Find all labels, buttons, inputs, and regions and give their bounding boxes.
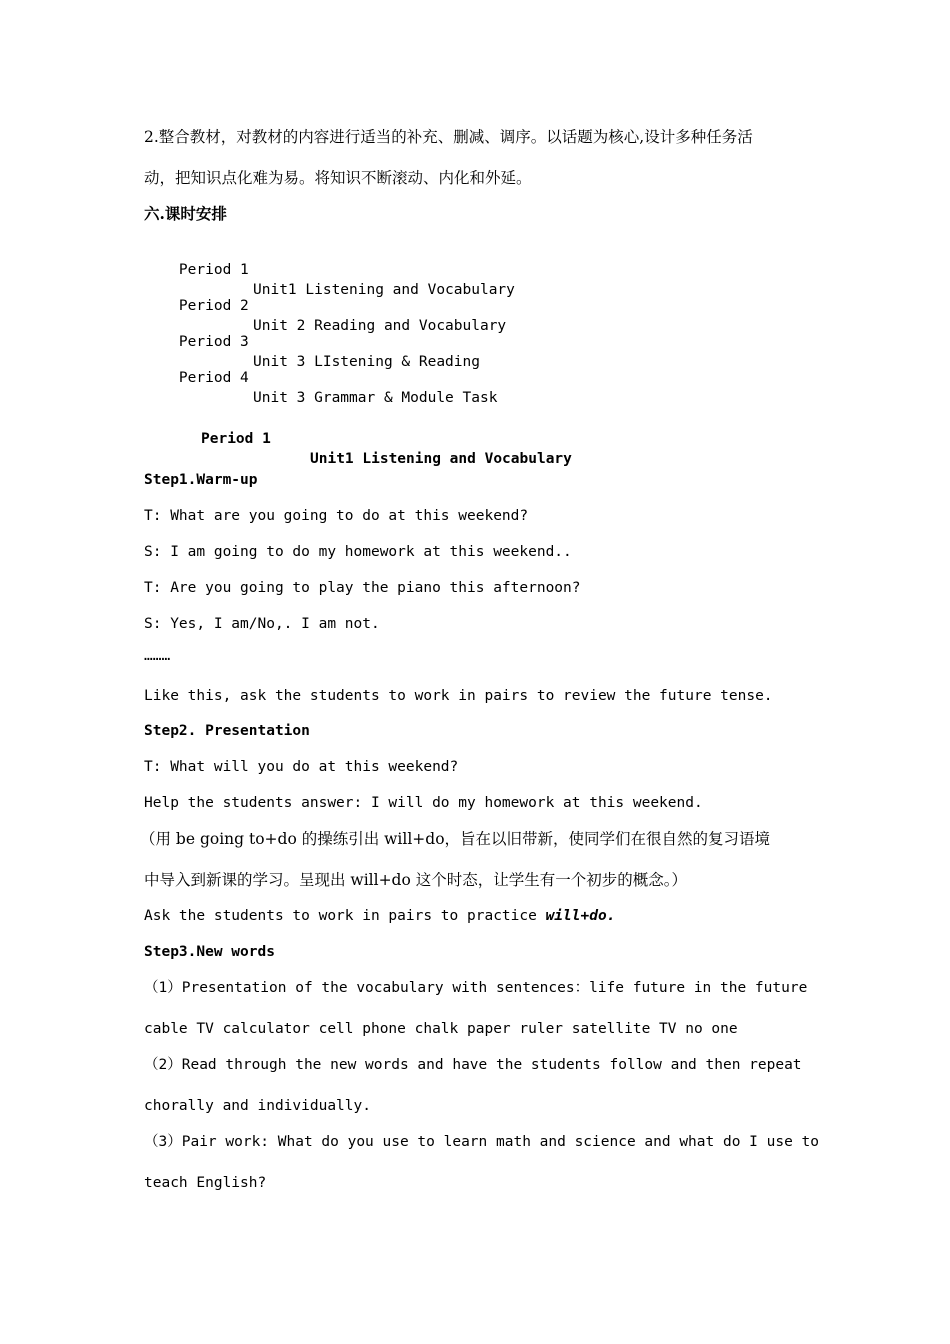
step3-item: （2）Read through the new words and have the students follow and then repeat <box>144 1057 802 1073</box>
schedule-content: Unit 2 Reading and Vocabulary <box>253 318 507 334</box>
lesson-period: Period 1 <box>201 431 271 447</box>
step1-line: S: I am going to do my homework at this weekend.. <box>144 544 572 560</box>
step2-note: 中导入到新课的学习。呈现出 will+do 这个时态，让学生有一个初步的概念。） <box>144 871 687 889</box>
step1-line: T: What are you going to do at this weekend? <box>144 508 529 524</box>
step3-item: （1）Presentation of the vocabulary with sentences：life future in the future <box>144 980 808 996</box>
step1-line: S: Yes, I am/No,. I am not. <box>144 616 380 632</box>
schedule-content: Unit 3 Grammar & Module Task <box>253 390 498 406</box>
step2-line: Help the students answer: I will do my homework at this weekend. <box>144 795 703 811</box>
step2-heading: Step2. Presentation <box>144 723 310 739</box>
schedule-period: Period 3 <box>178 334 249 350</box>
step1-heading: Step1.Warm-up <box>144 472 258 488</box>
intro-line-1: 2.整合教材，对教材的内容进行适当的补充、删减、调序。以话题为核心,设计多种任务活 <box>144 128 753 146</box>
schedule-content: Unit1 Listening and Vocabulary <box>253 282 515 298</box>
step1-line: ……… <box>144 648 171 664</box>
step1-line: Like this, ask the students to work in pairs to review the future tense. <box>144 688 773 704</box>
schedule-period: Period 4 <box>178 370 249 386</box>
practice-emphasis: will+do. <box>545 908 616 924</box>
lesson-title: Unit1 Listening and Vocabulary <box>310 451 572 467</box>
step3-item: chorally and individually. <box>144 1098 371 1114</box>
step3-heading: Step3.New words <box>144 944 275 960</box>
intro-line-2: 动，把知识点化难为易。将知识不断滚动、内化和外延。 <box>144 169 532 187</box>
schedule-content: Unit 3 LIstening & Reading <box>253 354 480 370</box>
step3-item: cable TV calculator cell phone chalk paper ruler satellite TV no one <box>144 1021 738 1037</box>
step1-line: T: Are you going to play the piano this afternoon? <box>144 580 581 596</box>
step3-item: teach English? <box>144 1175 267 1191</box>
practice-text: Ask the students to work in pairs to practice <box>144 908 546 924</box>
schedule-period: Period 1 <box>178 262 249 278</box>
step2-note: （用 be going to+do 的操练引出 will+do，旨在以旧带新，使同学们在很自然的复习语境 <box>140 830 771 848</box>
schedule-period: Period 2 <box>178 298 249 314</box>
step2-practice <box>144 906 615 926</box>
step2-line: T: What will you do at this weekend? <box>144 759 459 775</box>
schedule-heading: 六.课时安排 <box>144 204 227 223</box>
step3-item: （3）Pair work: What do you use to learn math and science and what do I use to <box>144 1134 820 1150</box>
